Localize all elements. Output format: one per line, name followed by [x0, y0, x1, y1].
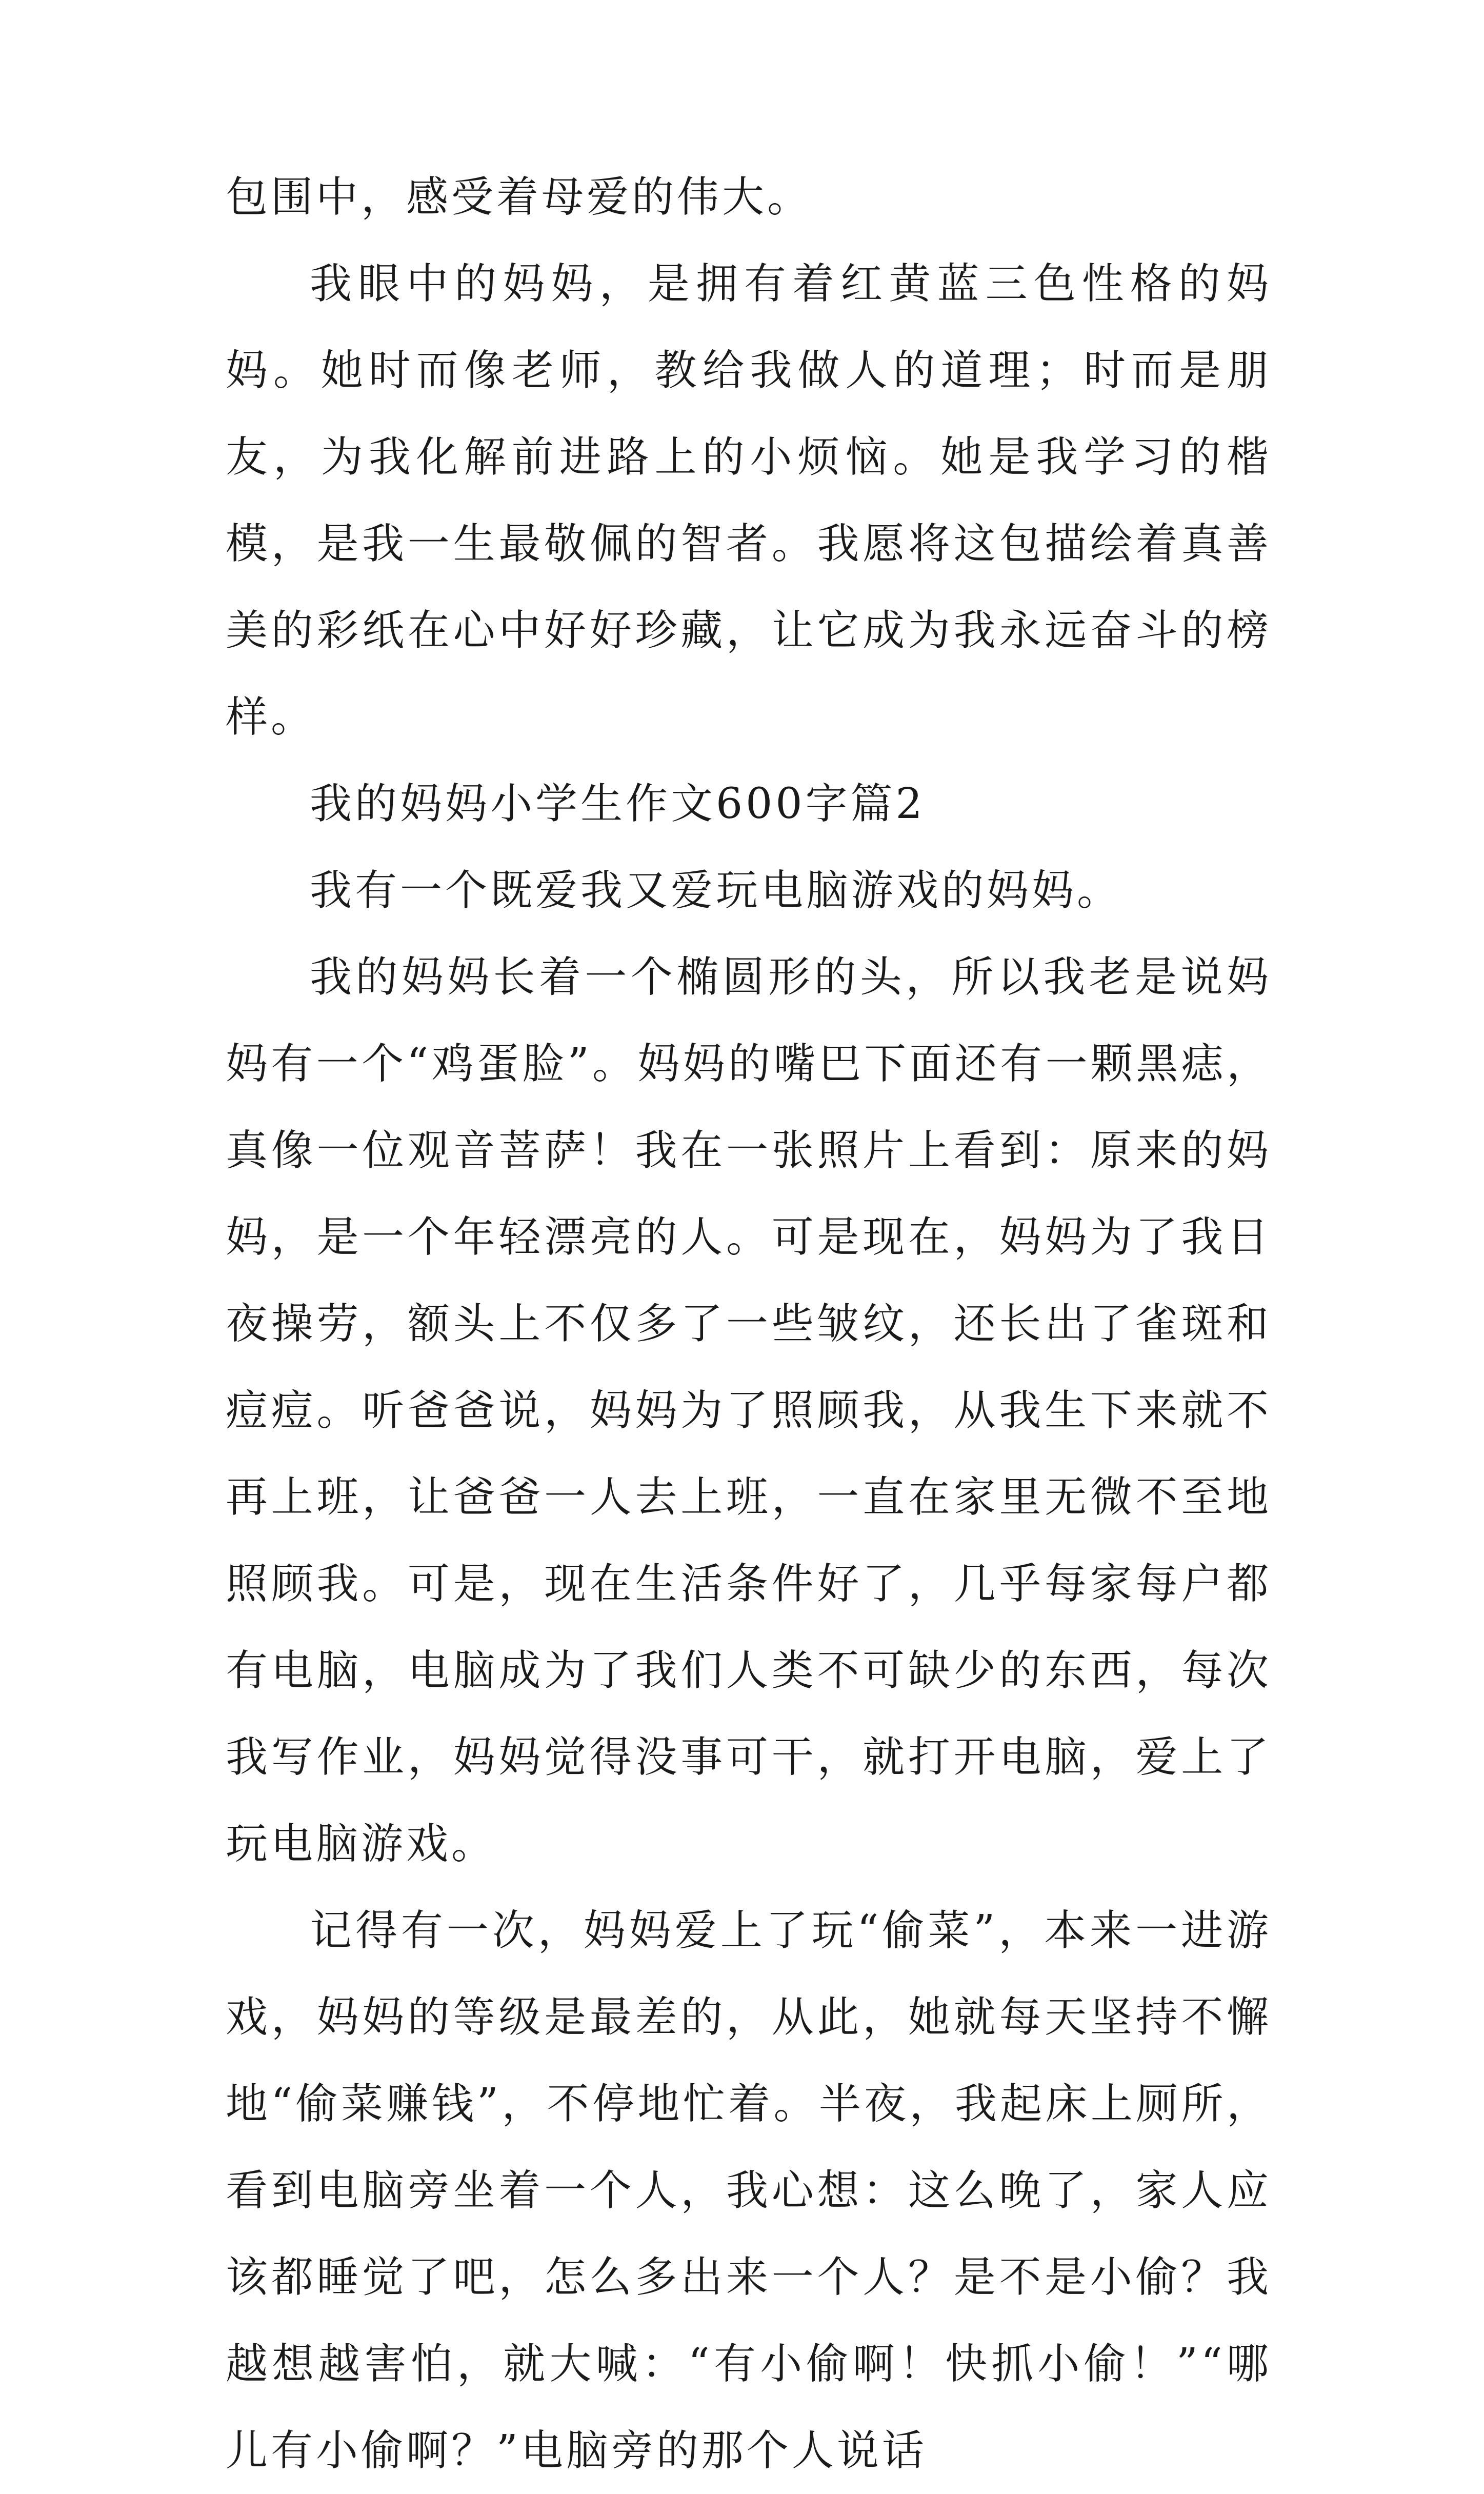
essay-heading: 我的妈妈小学生作文600字篇2 [310, 780, 926, 828]
paragraph-mother-in-my-eyes: 我眼中的妈妈，是拥有着红黄蓝三色性格的妈妈。她时而像老师，教给我做人的道理；时而是朋友，为我化解前进路上的小烦恼。她是我学习的楷模，是我一生最敬佩的智者。我愿将这包描绘着真善美的彩纸在心中好好珍藏，让它成为我永远奋斗的榜样。 [226, 260, 1272, 742]
paragraph-story: 记得有一次，妈妈爱上了玩“偷菜”，本来一进游戏，妈妈的等级是最差的，从此，她就每天坚持不懈地“偷菜赚钱”，不停地忙着。半夜，我起床上厕所，看到电脑旁坐着一个人，我心想：这么晚了，家人应该都睡觉了吧，怎么多出来一个人？是不是小偷？我越想越害怕，就大喊：“有小偷啊！快抓小偷！”“哪儿有小偷啊？”电脑旁的那个人说话 [226, 1906, 1272, 2475]
paragraph-appearance: 我的妈妈长着一个椭圆形的头，所以我老是说妈妈有一个“鸡蛋脸”。妈妈的嘴巴下面还有一颗黑痣，真像一位观音菩萨！我在一张照片上看到：原来的妈妈，是一个年轻漂亮的人。可是现在，妈妈为了我日夜操劳，额头上不仅多了一些皱纹，还长出了雀斑和痘痘。听爸爸说，妈妈为了照顾我，从我生下来就不再上班，让爸爸一人去上班，一直在家里无微不至地照顾我。可是，现在生活条件好了，几乎每家每户都有电脑，电脑成为了我们人类不可缺少的东西，每次我写作业，妈妈觉得没事可干，就打开电脑，爱上了玩电脑游戏。 [226, 953, 1272, 1868]
paragraph-intro: 我有一个既爱我又爱玩电脑游戏的妈妈。 [310, 866, 1122, 915]
paragraph-continued: 包围中，感受着母爱的伟大。 [226, 173, 813, 222]
document-body [226, 154, 1272, 2494]
